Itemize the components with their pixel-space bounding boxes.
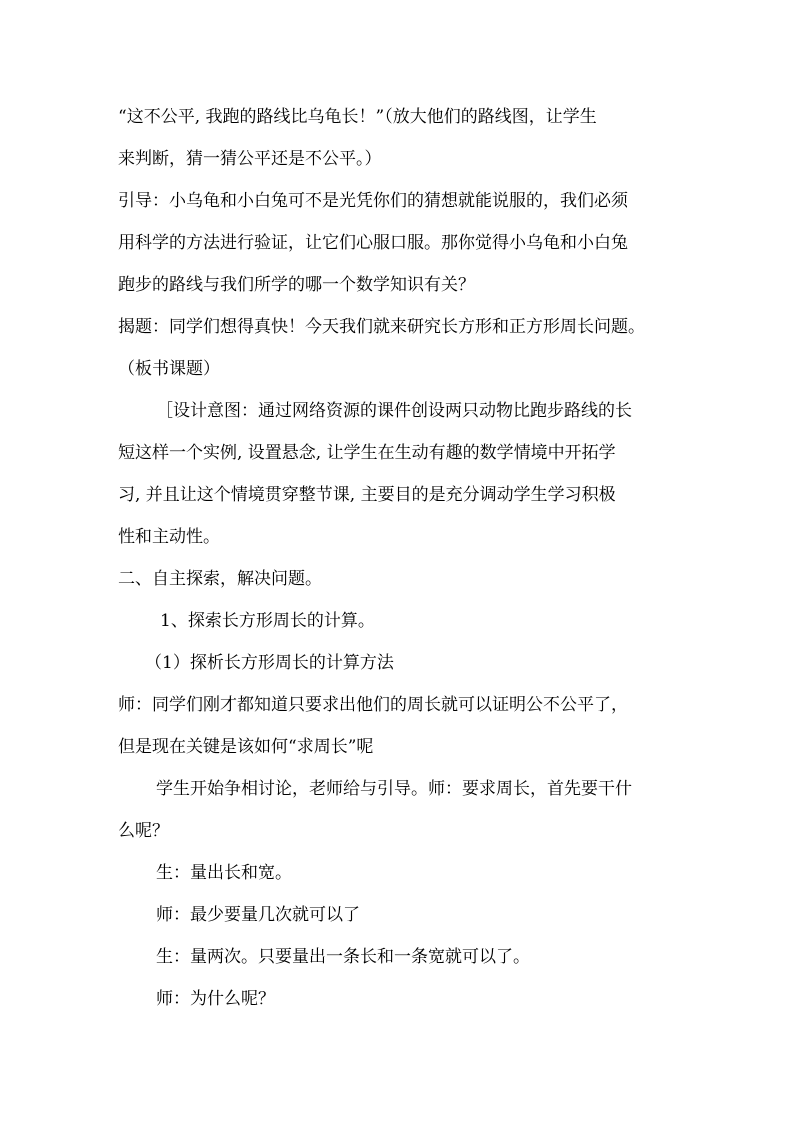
subsection-heading: 1、探索长方形周长的计算。: [160, 611, 375, 631]
dialogue-line-4: 么呢？: [118, 821, 169, 841]
paragraph-line-7: （板书课题）: [118, 359, 220, 379]
paragraph-line-5: 跑步的路线与我们所学的哪一个数学知识有关？: [118, 275, 475, 295]
paragraph-line-3: 引导：小乌龟和小白兔可不是光凭你们的猜想就能说服的，我们必须: [118, 191, 628, 211]
design-intent-line-2: 短这样一个实例, 设置悬念, 让学生在生动有趣的数学情境中开拓学: [118, 443, 616, 463]
paragraph-line-2: 来判断，猜一猜公平还是不公平。）: [118, 149, 382, 169]
dialogue-line-6: 师：最少要量几次就可以了: [156, 905, 360, 925]
subsubsection-heading: （1）探析长方形周长的计算方法: [145, 653, 394, 673]
dialogue-line-7: 生：量两次。只要量出一条长和一条宽就可以了。: [156, 947, 530, 967]
dialogue-line-3: 学生开始争相讨论，老师给与引导。师：要求周长，首先要干什: [156, 779, 632, 799]
paragraph-line-4: 用科学的方法进行验证，让它们心服口服。那你觉得小乌龟和小白兔: [118, 233, 628, 253]
design-intent-line-3: 习, 并且让这个情境贯穿整节课, 主要目的是充分调动学生学习积极: [118, 485, 616, 505]
design-intent-line-4: 性和主动性。: [118, 527, 220, 547]
design-intent-line-1: ［设计意图：通过网络资源的课件创设两只动物比跑步路线的长: [156, 401, 632, 421]
dialogue-line-2: 但是现在关键是该如何“求周长”呢: [118, 737, 374, 757]
dialogue-line-5: 生：量出长和宽。: [156, 863, 292, 883]
paragraph-line-1: “这不公平, 我跑的路线比乌龟长！”（放大他们的路线图，让学生: [118, 107, 597, 127]
paragraph-line-6: 揭题：同学们想得真快！今天我们就来研究长方形和正方形周长问题。: [118, 317, 645, 337]
section-heading: 二、自主探索，解决问题。: [118, 569, 322, 589]
dialogue-line-1: 师：同学们刚才都知道只要求出他们的周长就可以证明公不公平了，: [118, 695, 628, 715]
dialogue-line-8: 师：为什么呢？: [156, 989, 275, 1009]
